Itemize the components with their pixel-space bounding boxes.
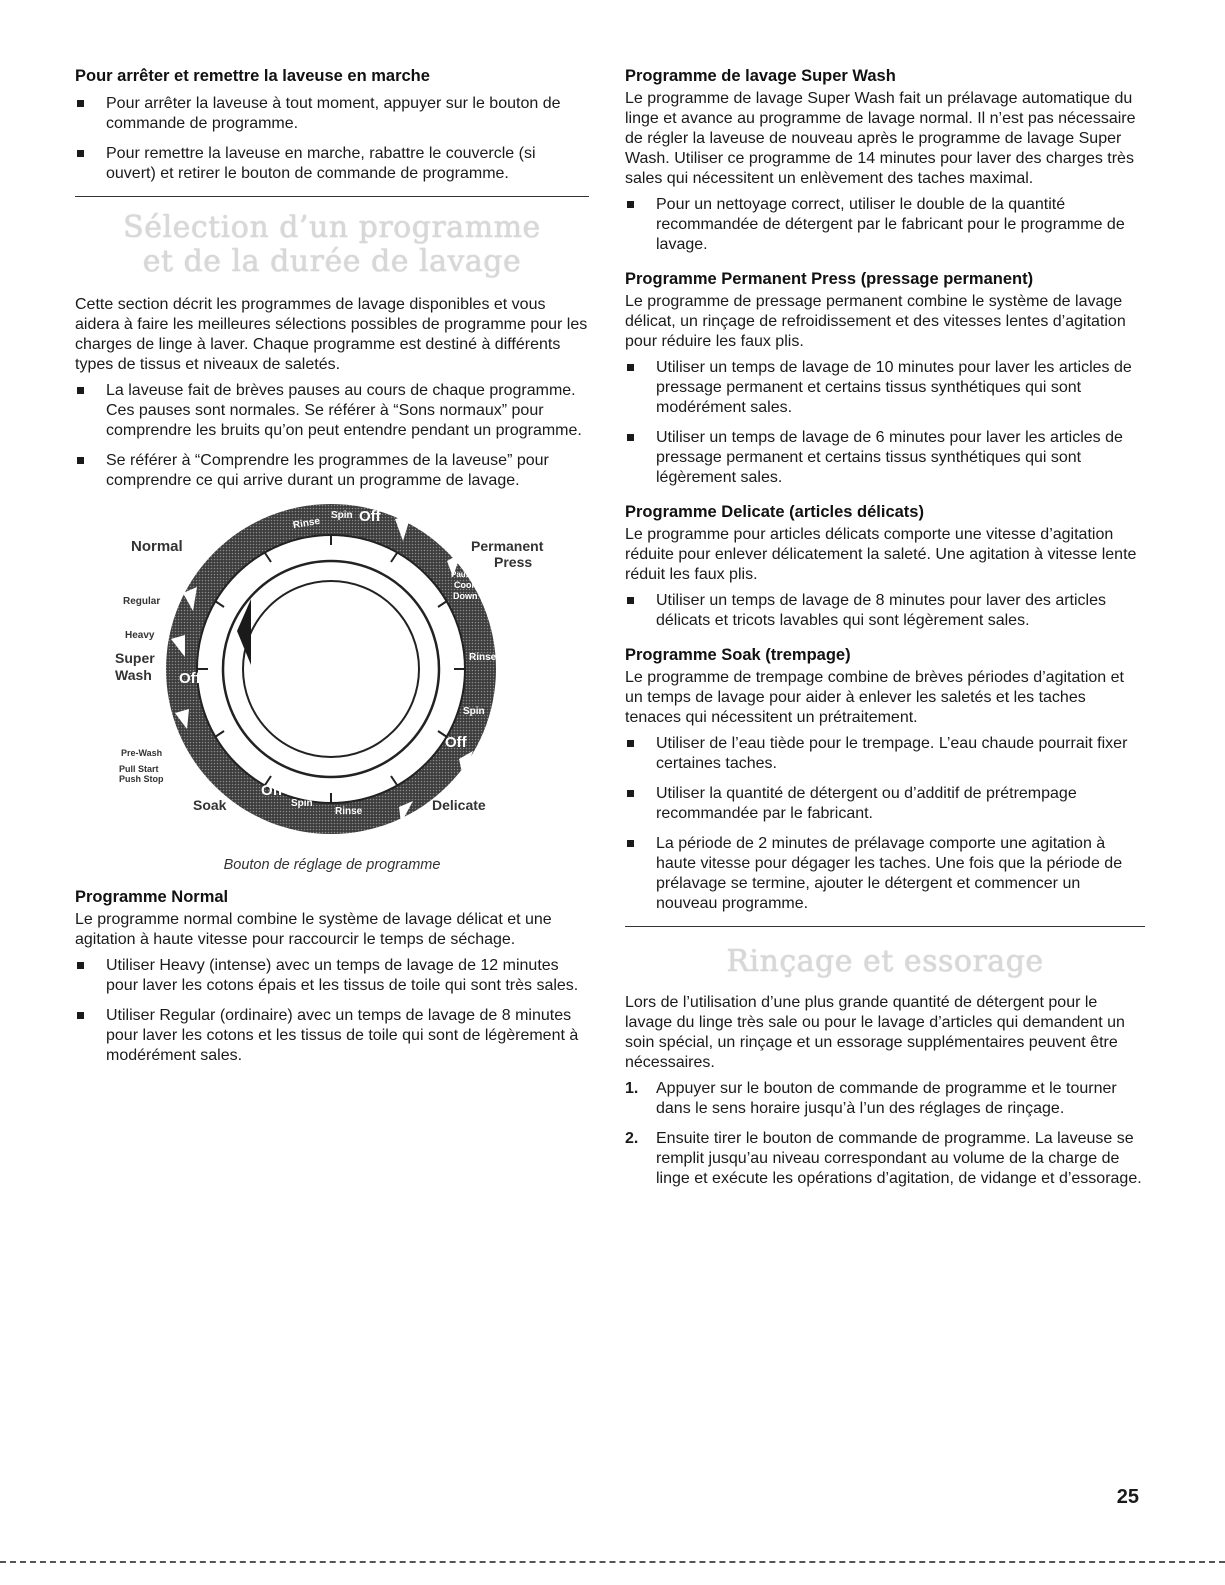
super-wash-intro: Le programme de lavage Super Wash fait un prélavage automatique du linge et avance au programme de lavage normal. Il n’est pas nécessaire de régler la laveuse de nouveau après le programme de lavage Super Wash. Utiliser ce programme de 14 minutes pour laver des charges très sales qui nécessitent un enlèvement des taches maximal. xyxy=(625,90,1136,187)
dial-ring-label: Spin xyxy=(463,706,485,717)
selection-list xyxy=(75,381,589,491)
right-column xyxy=(625,66,1145,1199)
title-line: Sélection d’un programme xyxy=(123,210,541,245)
rinse-spin-section-title: Rinçage et essorage xyxy=(726,944,1044,979)
dial-label-wash: Wash xyxy=(115,667,152,683)
soak-list xyxy=(625,734,1145,914)
delicate-list xyxy=(625,591,1145,631)
super-wash-list xyxy=(625,195,1145,255)
dial-ring-label: Down xyxy=(453,591,478,601)
selection-intro: Cette section décrit les programmes de lavage disponibles et vous aidera à faire les meilleures sélections possibles de programme pour les charges de linge à laver. Chaque programme est destiné à différents types de tissus et niveaux de saletés. xyxy=(75,296,588,373)
selection-section-title xyxy=(75,211,589,279)
delicate-intro: Le programme pour articles délicats comporte une vitesse d’agitation réduite pour enlever délicatement la saleté. Une agitation à vitesse lente réduit les faux plis. xyxy=(625,526,1137,583)
dial-label-pull-start: Pull Start xyxy=(119,764,159,774)
list-item: Utiliser un temps de lavage de 6 minutes pour laver les articles de pressage permanent et certains tissus synthétiques qui sont légèrement sales. xyxy=(625,428,1145,488)
list-item: Pour remettre la laveuse en marche, rabattre le couvercle (si ouvert) et retirer le bouton de commande de programme. xyxy=(75,144,589,184)
dial-ring-label: Off xyxy=(179,670,201,687)
dial-label-prewash: Pre-Wash xyxy=(121,748,163,758)
list-item: La laveuse fait de brèves pauses au cours de chaque programme. Ces pauses sont normales. Se référer à “Sons normaux” pour comprendre les bruits qu’on peut entendre pendant un programme. xyxy=(75,381,589,441)
dial-label-regular: Regular xyxy=(123,596,161,607)
permanent-press-intro: Le programme de pressage permanent combine le système de lavage délicat, un rinçage de refroidissement et des vitesses lentes d’agitation pour réduire les faux plis. xyxy=(625,293,1126,350)
permanent-press-heading: Programme Permanent Press (pressage permanent) xyxy=(625,270,1034,288)
dial-ring-label: Cool xyxy=(454,580,474,590)
dial-label-super: Super xyxy=(115,650,155,666)
rinse-spin-steps xyxy=(625,1079,1145,1189)
list-item: Utiliser un temps de lavage de 8 minutes pour laver des articles délicats et tricots lavables qui sont légèrement sales. xyxy=(625,591,1145,631)
step-number: 2. xyxy=(625,1130,639,1147)
dial-ring-label: Off xyxy=(445,734,467,751)
dial-label-normal: Normal xyxy=(131,538,183,555)
dial-ring-label: Rinse xyxy=(335,806,363,817)
rinse-spin-intro: Lors de l’utilisation d’une plus grande quantité de détergent pour le lavage du linge très sale ou pour le lavage d’articles qui demandent un soin spécial, un rinçage et un essorage supplémentaires peuvent être nécessaires. xyxy=(625,994,1125,1071)
dial-label-heavy: Heavy xyxy=(125,630,155,641)
program-dial-illustration xyxy=(75,501,589,853)
stop-restart-heading: Pour arrêter et remettre la laveuse en marche xyxy=(75,67,430,85)
section-divider xyxy=(625,926,1145,927)
delicate-heading: Programme Delicate (articles délicats) xyxy=(625,503,924,521)
dial-label-press: Press xyxy=(494,554,533,570)
list-item: La période de 2 minutes de prélavage comporte une agitation à haute vitesse pour dégager les taches. Une fois que la période de prélavage se termine, ajouter le détergent et commencer un nouveau programme. xyxy=(625,834,1145,914)
dial-label-soak: Soak xyxy=(193,797,227,813)
list-item: Pour arrêter la laveuse à tout moment, appuyer sur le bouton de commande de programme. xyxy=(75,94,589,134)
left-column xyxy=(75,66,589,1076)
list-item: Utiliser de l’eau tiède pour le trempage. L’eau chaude pourrait fixer certaines taches. xyxy=(625,734,1145,774)
title-line: et de la durée de lavage xyxy=(142,244,522,279)
dial-caption: Bouton de réglage de programme xyxy=(223,857,441,873)
list-item: Utiliser un temps de lavage de 10 minutes pour laver les articles de pressage permanent et certains tissus synthétiques qui sont modérément sales. xyxy=(625,358,1145,418)
dial-label-push-stop: Push Stop xyxy=(119,774,164,784)
section-divider xyxy=(75,196,589,197)
dial-ring-label: Pause xyxy=(451,570,475,579)
list-item xyxy=(625,1129,1145,1189)
dial-label-delicate: Delicate xyxy=(432,797,486,813)
dial-label-permanent: Permanent xyxy=(471,538,544,554)
dial-center xyxy=(243,581,419,757)
super-wash-heading: Programme de lavage Super Wash xyxy=(625,67,896,85)
step-text: Appuyer sur le bouton de commande de programme et le tourner dans le sens horaire jusqu’à l’un des réglages de rinçage. xyxy=(656,1080,1117,1117)
list-item xyxy=(625,1079,1145,1119)
dial-ring-label: Off xyxy=(261,782,283,799)
soak-intro: Le programme de trempage combine de brèves périodes d’agitation et un temps de lavage pour aider à enlever les saletés et les taches tenaces qui nécessitent un prétraitement. xyxy=(625,669,1124,726)
list-item: Se référer à “Comprendre les programmes de la laveuse” pour comprendre ce qui arrive durant un programme de lavage. xyxy=(75,451,589,491)
list-item: Utiliser Heavy (intense) avec un temps de lavage de 12 minutes pour laver les cotons épais et les tissus de toile qui sont très sales. xyxy=(75,956,589,996)
page-number: 25 xyxy=(1116,1486,1139,1508)
step-number: 1. xyxy=(625,1080,639,1097)
dial-ring-label: Rinse xyxy=(469,652,497,663)
normal-intro: Le programme normal combine le système de lavage délicat et une agitation à haute vitesse pour raccourcir le temps de séchage. xyxy=(75,911,552,948)
dial-ring-label: Off xyxy=(359,508,381,525)
list-item: Utiliser Regular (ordinaire) avec un temps de lavage de 8 minutes pour laver les cotons et les tissus de toile qui sont de légèrement à modérément sales. xyxy=(75,1006,589,1066)
normal-heading: Programme Normal xyxy=(75,888,229,906)
dial-ring-label: Rinse xyxy=(292,515,321,532)
dial-ring-label: Spin xyxy=(331,510,353,521)
permanent-press-list xyxy=(625,358,1145,488)
list-item: Pour un nettoyage correct, utiliser le double de la quantité recommandée de détergent par le fabricant pour le programme de lavage. xyxy=(625,195,1145,255)
dial-ring-label: Spin xyxy=(291,798,313,809)
step-text: Ensuite tirer le bouton de commande de programme. La laveuse se remplit jusqu’au niveau correspondant au volume de la charge de linge et exécute les opérations d’agitation, de vidange et d’essorage. xyxy=(656,1130,1142,1187)
normal-list xyxy=(75,956,589,1066)
soak-heading: Programme Soak (trempage) xyxy=(625,646,851,664)
list-item: Utiliser la quantité de détergent ou d’additif de prétrempage recommandée par le fabricant. xyxy=(625,784,1145,824)
bottom-divider xyxy=(0,1561,1225,1563)
stop-restart-list xyxy=(75,94,589,184)
